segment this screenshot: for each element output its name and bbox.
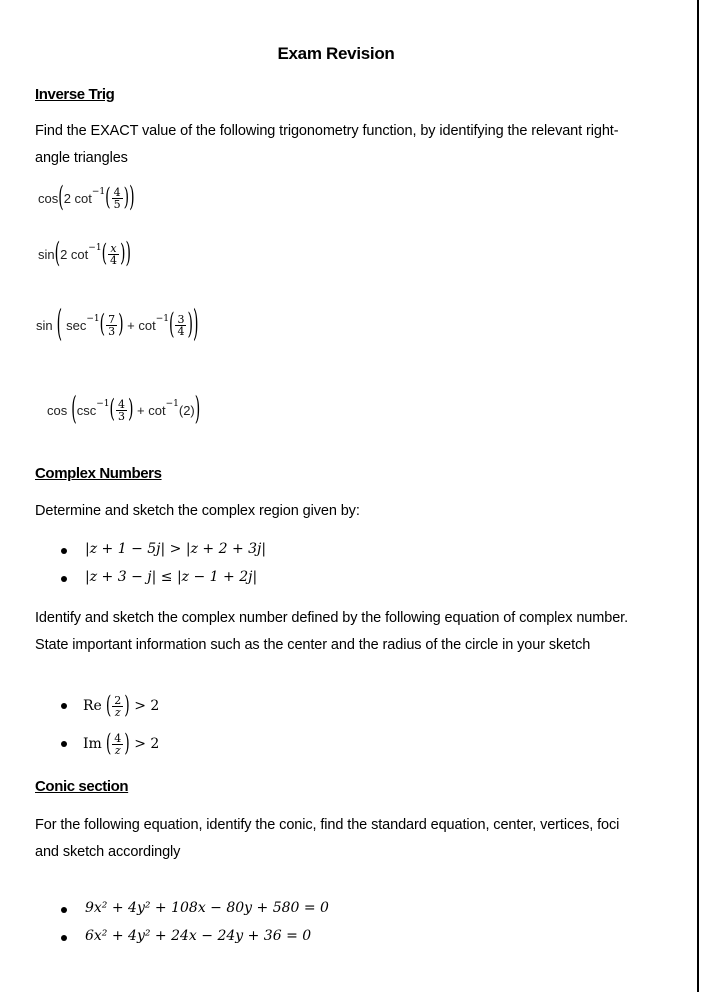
complex-numbers-heading: Complex Numbers	[35, 465, 162, 482]
bullet-icon	[61, 935, 67, 941]
bullet-icon	[61, 548, 67, 554]
conic-equation-2: 6x² + 4y² + 24x − 24y + 36 = 0	[85, 928, 312, 944]
inverse-trig-heading: Inverse Trig	[35, 86, 115, 103]
complex-region-instruction: Determine and sketch the complex region given by:	[35, 503, 360, 519]
page-title: Exam Revision	[277, 44, 395, 63]
bullet-icon	[61, 907, 67, 913]
trig-expression-1: cos ( 2 cot −1 ( $\frac{4}{5}$ ) )	[38, 182, 135, 214]
page-border-line	[697, 0, 699, 992]
bullet-icon	[61, 703, 67, 709]
trig-expression-3: sin ( sec −1 ( $\frac{7}{3}$ ) + cot −1 ( $\frac{3}{4}$ ) )	[36, 304, 199, 346]
bullet-icon	[61, 741, 67, 747]
conic-section-heading: Conic section	[35, 778, 129, 795]
conic-instruction: For the following equation, identify the conic, find the standard equation, center, vertices, foci and sketch accordingly	[35, 817, 620, 860]
complex-equation-re: Re ( $\frac{2}{z}$ ) > 2	[83, 692, 160, 720]
trig-expression-2: sin ( 2 cot −1 ( $\frac{x}{4}$ ) )	[38, 238, 131, 270]
inverse-trig-instruction: Find the EXACT value of the following trigonometry function, by identifying the relevant right-angle triangles	[35, 123, 619, 166]
complex-equation-im: Im ( $\frac{4}{z}$ ) > 2	[83, 730, 160, 758]
complex-region-1: |z + 1 − 5j| > |z + 2 + 3j|	[85, 541, 267, 557]
conic-equation-1: 9x² + 4y² + 108x − 80y + 580 = 0	[85, 900, 329, 916]
complex-region-2: |z + 3 − j| ≤ |z − 1 + 2j|	[85, 569, 258, 585]
trig-expression-4: cos ( csc −1 ( $\frac{4}{3}$ ) + cot −1 (2) )	[47, 391, 201, 429]
complex-circle-instruction: Identify and sketch the complex number defined by the following equation of complex number. State important information such as the center and the radius of the circle in your sketch	[35, 610, 629, 653]
bullet-icon	[61, 576, 67, 582]
